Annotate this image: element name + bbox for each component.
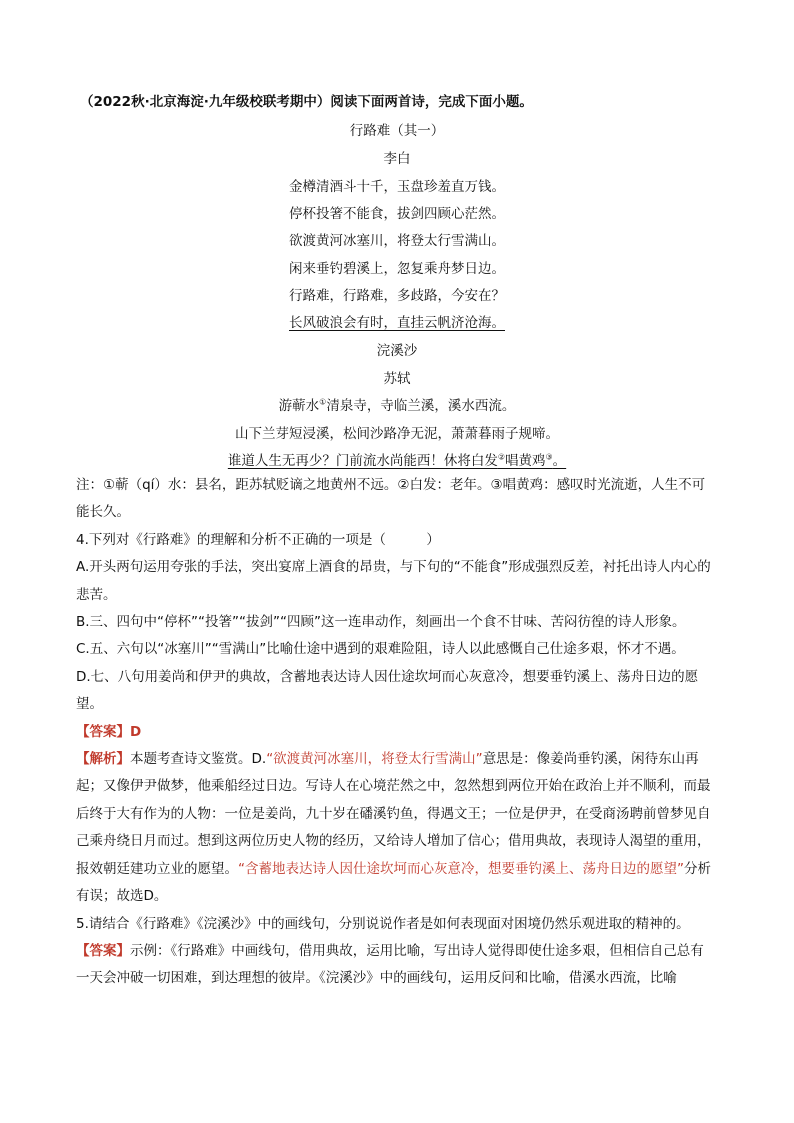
poem2-line — [0, 396, 794, 416]
analysis-quote: “欲渡黄河冰塞川，将登太行雪满山” — [266, 751, 483, 768]
poem2-author: 苏轼 — [383, 371, 411, 387]
q4-option-b: B.三、四句中“停杯”“投箸”“拔剑”“四顾”这一连串动作，刻画出一个食不甘味、苦闷彷徨的诗人形象。 — [76, 614, 686, 631]
poem2-text: 谁道人生无再少？门前流水尚能西！休将白发 — [227, 453, 498, 469]
poem1-author: 李白 — [383, 151, 411, 167]
poem1-underlined-line — [0, 313, 794, 333]
analysis-text: 分析有误；故选D。 — [76, 860, 711, 905]
poem2-underlined-line — [0, 451, 794, 471]
question-intro: （2022秋·北京海淀·九年级校联考期中）阅读下面两首诗，完成下面小题。 — [80, 94, 533, 110]
analysis-quote: “含蓄地表达诗人因仕途坎坷而心灰意冷，想要垂钓溪上、荡舟日边的愿望” — [238, 860, 684, 877]
poem1-line: 闲来垂钓碧溪上，忽复乘舟梦日边。 — [289, 261, 505, 277]
q4-option-a: A.开头两句运用夸张的手法，突出宴席上酒食的昂贵，与下句的“不能食”形成强烈反差，衬托出诗人内心的悲苦。 — [76, 559, 711, 603]
poem2-title: 浣溪沙 — [376, 343, 418, 359]
analysis-text: 本题考查诗文鉴赏。D. — [130, 751, 267, 768]
poem1-title: 行路难（其一） — [349, 123, 445, 139]
analysis-label: 【解析】 — [76, 751, 130, 768]
poem1-line: 停杯投箸不能食，拔剑四顾心茫然。 — [289, 206, 505, 222]
poem2-text: 清泉寺，寺临兰溪，溪水西流。 — [326, 398, 516, 414]
analysis-text: 意思是：像姜尚垂钓溪，闲待东山再起；又像伊尹做梦，他乘船经过日边。写诗人在心境茫然之中，忽然想到两位开始在政治上并不顺利，而最后终于大有作为的人物：一位是姜尚，九十岁在磻溪钓鱼，得遇文王；一位是伊尹，在受商汤聘前曾梦见自己乘舟绕日月而过。想到这两位历史人物的经历，又给诗人增加了信心；借用典故，表现诗人渴望的重用，报效朝廷建功立业的愿望。 — [76, 751, 711, 877]
q5-answer — [76, 938, 716, 993]
answer-label: 【答案】 — [76, 942, 130, 959]
poem-notes: 注：①蕲（qí）水：县名，距苏轼贬谪之地黄州不远。②白发：老年。③唱黄鸡：感叹时光流逝，人生不可能长久。 — [76, 477, 706, 521]
footnote-marker: ① — [319, 397, 327, 407]
poem2-text: 唱黄鸡 — [505, 453, 546, 469]
poem2-text: 游蕲水 — [278, 398, 320, 414]
body-text — [76, 472, 716, 993]
poem1-line: 欲渡黄河冰塞川，将登太行雪满山。 — [289, 233, 505, 249]
underlined-text — [228, 453, 566, 469]
q4-option-c: C.五、六句以“冰塞川”“雪满山”比喻仕途中遇到的艰难险阻，诗人以此感慨自己仕途多艰，怀才不遇。 — [76, 641, 685, 658]
q4-option-d: D.七、八句用姜尚和伊尹的典故，含蓄地表达诗人因仕途坎坷而心灰意冷，想要垂钓溪上、荡舟日边的愿望。 — [76, 668, 699, 713]
poem2-text: 。 — [552, 453, 567, 469]
answer-label: 【答案】 — [76, 723, 130, 740]
underlined-text: 长风破浪会有时，直挂云帆济沧海。 — [289, 315, 505, 331]
answer-value: D — [130, 723, 142, 740]
poem2-line: 山下兰芽短浸溪，松间沙路净无泥，萧萧暮雨子规啼。 — [235, 426, 559, 442]
q4-answer — [76, 719, 716, 746]
poem1-line: 行路难，行路难，多歧路，今安在？ — [289, 288, 505, 304]
footnote-marker: ③ — [545, 452, 553, 462]
answer-text: 示例：《行路难》中画线句，借用典故，运用比喻，写出诗人觉得即使仕途多艰，但相信自己总有一天会冲破一切困难，到达理想的彼岸。《浣溪沙》中的画线句，运用反问和比喻，借溪水西流，比喻 — [76, 942, 704, 987]
q4-analysis — [76, 746, 716, 910]
q5-stem: 5.请结合《行路难》《浣溪沙》中的画线句，分别说说作者是如何表现面对困境仍然乐观进取的精神的。 — [76, 915, 690, 932]
poem1-line: 金樽清酒斗十千，玉盘珍羞直万钱。 — [289, 179, 505, 195]
q4-stem: 4.下列对《行路难》的理解和分析不正确的一项是（ ） — [76, 531, 440, 548]
footnote-marker: ② — [497, 452, 505, 462]
